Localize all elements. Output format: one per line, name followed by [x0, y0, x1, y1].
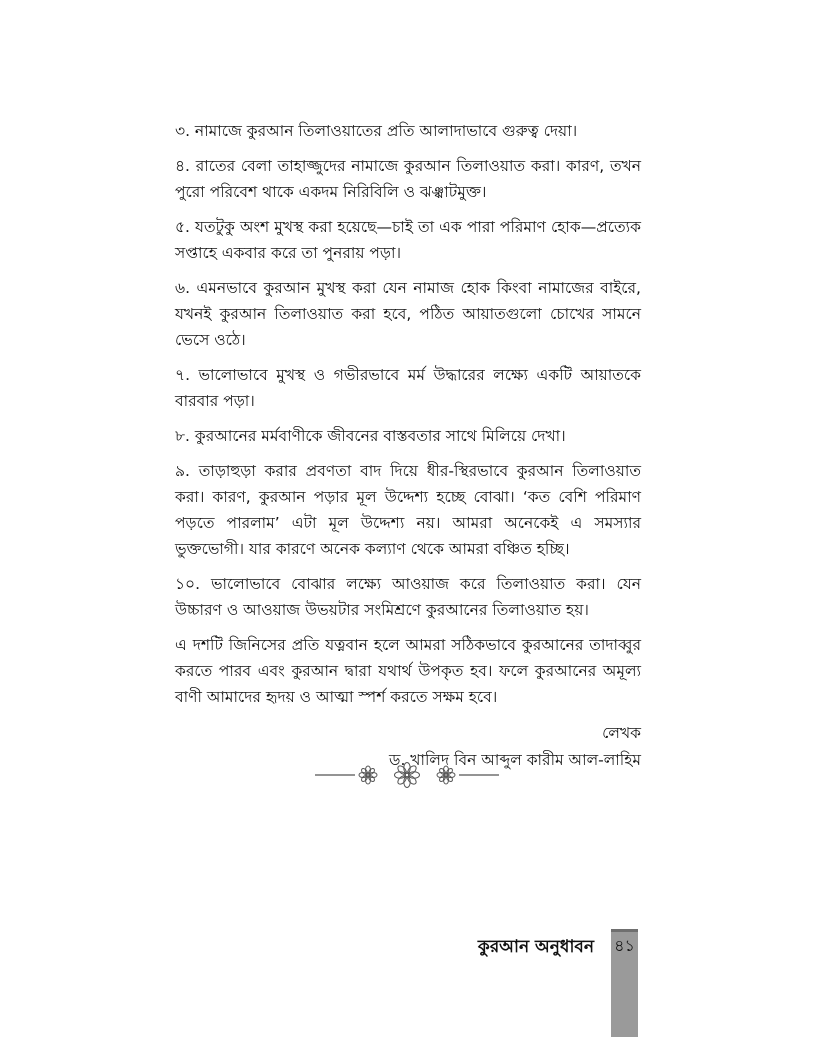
list-item-4: ৪. রাতের বেলা তাহাজ্জুদের নামাজে কুরআন তিলাওয়াত করা। কারণ, তখন পুরো পরিবেশ থাকে একদম নিরিবিলি ও ঝঞ্ঝাটমুক্ত।: [175, 157, 641, 201]
page-number: ৪১: [614, 936, 635, 955]
list-item-8: ৮. কুরআনের মর্মবাণীকে জীবনের বাস্তবতার সাথে মিলিয়ে দেখা।: [175, 427, 566, 445]
page-edge-tab-cap: [611, 929, 638, 932]
main-text: [175, 118, 641, 774]
list-item-7: ৭. ভালোভাবে মুখস্থ ও গভীরভাবে মর্ম উদ্ধারের লক্ষ্যে একটি আয়াতকে বারবার পড়া।: [175, 366, 641, 410]
floral-divider-icon: [315, 760, 499, 790]
conclusion-paragraph: এ দশটি জিনিসের প্রতি যত্নবান হলে আমরা সঠিকভাবে কুরআনের তাদাব্বুর করতে পারব এবং কুরআন দ্বারা যথার্থ উপকৃত হব। ফলে কুরআনের অমূল্য বাণী আমাদের হৃদয় ও আত্মা স্পর্শ করতে সক্ষম হবে।: [175, 636, 641, 706]
list-item-10: ১০. ভালোভাবে বোঝার লক্ষ্যে আওয়াজ করে তিলাওয়াত করা। যেন উচ্চারণ ও আওয়াজ উভয়টার সংমিশ্রণে কুরআনের তিলাওয়াত হয়।: [175, 575, 641, 619]
list-item-5: ৫. যতটুকু অংশ মুখস্থ করা হয়েছে—চাই তা এক পারা পরিমাণ হোক—প্রত্যেক সপ্তাহে একবার করে তা পুনরায় পড়া।: [175, 218, 641, 262]
author-label: লেখক: [602, 724, 641, 742]
running-footer-title: কুরআন অনুধাবন: [477, 937, 594, 957]
author-name: ড. খালিদ বিন আব্দুল কারীম আল-লাহিম: [389, 751, 641, 769]
list-item-6: ৬. এমনভাবে কুরআন মুখস্থ করা যেন নামাজ হোক কিংবা নামাজের বাইরে, যখনই কুরআন তিলাওয়াত করা হবে, পঠিত আয়াতগুলো চোখের সামনে ভেসে ওঠে।: [175, 279, 641, 349]
list-item-9: ৯. তাড়াহুড়া করার প্রবণতা বাদ দিয়ে ধীর-স্থিরভাবে কুরআন তিলাওয়াত করা। কারণ, কুরআন পড়ার মূল উদ্দেশ্য হচ্ছে বোঝা। ‘কত বেশি পরিমাণ পড়তে পারলাম’ এটা মূল উদ্দেশ্য নয়। আমরা অনেকেই এ সমস্যার ভুক্তভোগী। যার কারণে অনেক কল্যাণ থেকে আমরা বঞ্চিত হচ্ছি।: [175, 462, 641, 558]
list-item-3: ৩. নামাজে কুরআন তিলাওয়াতের প্রতি আলাদাভাবে গুরুত্ব দেয়া।: [175, 122, 578, 140]
